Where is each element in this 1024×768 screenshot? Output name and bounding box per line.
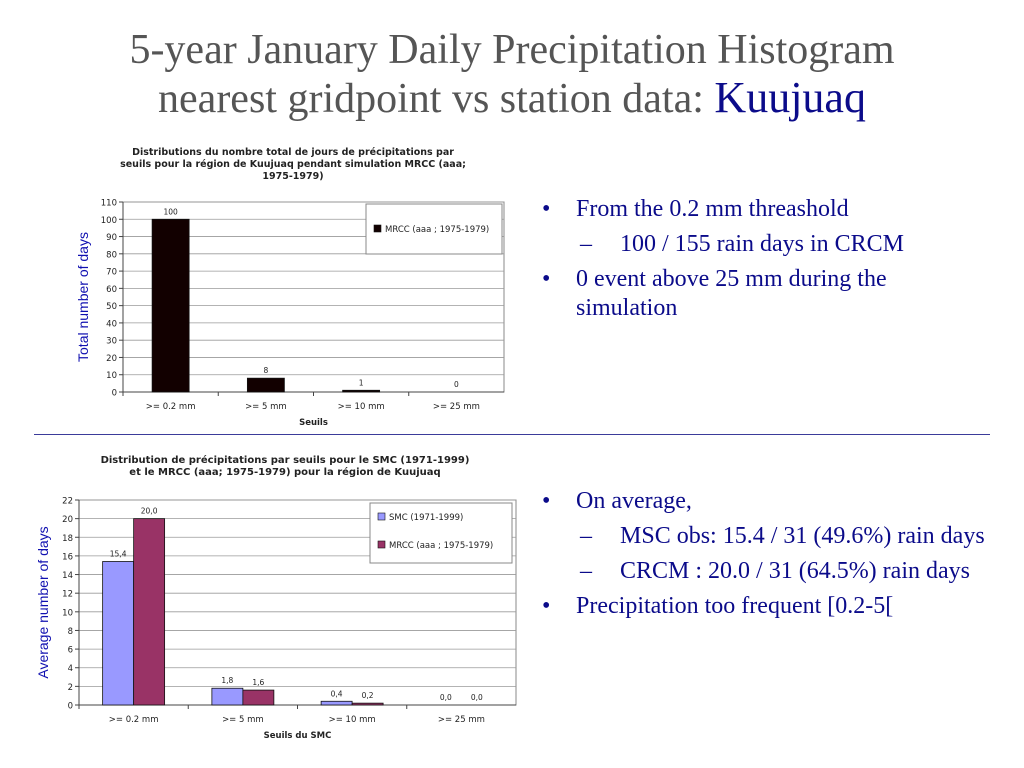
y-tick-label: 18 bbox=[62, 533, 73, 544]
bullets_bottom-item: – CRCM : 20.0 / 31 (64.5%) rain days bbox=[536, 557, 996, 586]
bullets_top-item: – 100 / 155 rain days in CRCM bbox=[536, 230, 976, 259]
y-tick-label: 2 bbox=[67, 682, 73, 693]
y-tick-label: 22 bbox=[62, 496, 73, 507]
title-line-1: 5-year January Daily Precipitation Histogram bbox=[129, 27, 895, 73]
chart-title-line: et le MRCC (aaa; 1975-1979) pour la région de Kuujuaq bbox=[129, 467, 441, 478]
legend-label: MRCC (aaa ; 1975-1979) bbox=[385, 225, 490, 235]
bullets_bottom-item: • Precipitation too frequent [0.2-5[ bbox=[536, 592, 996, 621]
bullets-top-list bbox=[536, 195, 976, 323]
title-line-2-text: nearest gridpoint vs station data: bbox=[158, 76, 715, 122]
chart-title-line: Distributions du nombre total de jours de précipitations par bbox=[132, 147, 454, 158]
x-tick-label: >= 25 mm bbox=[437, 715, 485, 725]
x-axis-title: Seuils bbox=[299, 418, 328, 428]
x-tick-label: >= 25 mm bbox=[432, 402, 480, 412]
y-tick-label: 0 bbox=[67, 701, 73, 712]
bullets-bottom bbox=[536, 487, 996, 627]
y-tick-label: 10 bbox=[106, 371, 117, 382]
y-axis-title: Average number of days bbox=[35, 526, 51, 679]
legend-label: SMC (1971-1999) bbox=[389, 513, 464, 523]
y-tick-label: 50 bbox=[106, 302, 117, 313]
section-divider bbox=[34, 434, 990, 435]
data-label: 1,8 bbox=[221, 676, 234, 686]
title-place: Kuujuaq bbox=[714, 73, 866, 122]
y-tick-label: 6 bbox=[67, 645, 73, 656]
y-axis-title: Total number of days bbox=[75, 232, 91, 362]
y-tick-label: 60 bbox=[106, 284, 117, 295]
y-tick-label: 30 bbox=[106, 336, 117, 347]
y-tick-label: 14 bbox=[62, 571, 73, 582]
x-axis-title: Seuils du SMC bbox=[263, 731, 332, 741]
chart-title-line: Distribution de précipitations par seuils pour le SMC (1971-1999) bbox=[100, 455, 470, 466]
y-tick-label: 0 bbox=[111, 388, 117, 399]
y-tick-label: 90 bbox=[106, 233, 117, 244]
y-tick-label: 40 bbox=[106, 319, 117, 330]
y-tick-label: 16 bbox=[62, 552, 73, 563]
x-tick-label: >= 5 mm bbox=[245, 402, 287, 412]
y-tick-label: 20 bbox=[106, 353, 117, 364]
bar bbox=[321, 701, 352, 705]
x-tick-label: >= 5 mm bbox=[222, 715, 264, 725]
bar bbox=[134, 519, 165, 705]
chart-title-line: seuils pour la région de Kuujuaq pendant simulation MRCC (aaa; bbox=[120, 159, 466, 170]
bullets_bottom-item: • On average, bbox=[536, 487, 996, 516]
bar bbox=[212, 688, 243, 705]
data-label: 0,0 bbox=[439, 693, 452, 702]
legend-swatch bbox=[378, 513, 385, 520]
bullets-bottom-list bbox=[536, 487, 996, 621]
data-label: 0 bbox=[453, 380, 459, 389]
data-label: 15,4 bbox=[109, 549, 127, 559]
data-label: 20,0 bbox=[140, 506, 158, 516]
bullets_top-item: • 0 event above 25 mm during the simulation bbox=[536, 265, 976, 323]
x-tick-label: >= 0.2 mm bbox=[108, 715, 159, 725]
y-tick-label: 12 bbox=[62, 589, 73, 600]
data-label: 100 bbox=[163, 207, 178, 217]
data-label: 0,2 bbox=[361, 691, 374, 701]
y-tick-label: 20 bbox=[62, 515, 73, 526]
bar bbox=[243, 690, 274, 705]
legend-swatch bbox=[378, 541, 385, 548]
y-tick-label: 8 bbox=[67, 626, 73, 637]
x-tick-label: >= 10 mm bbox=[328, 715, 376, 725]
y-tick-label: 110 bbox=[100, 198, 117, 209]
bullets_bottom-item: – MSC obs: 15.4 / 31 (49.6%) rain days bbox=[536, 522, 996, 551]
y-tick-label: 100 bbox=[100, 215, 117, 226]
data-label: 0,0 bbox=[470, 693, 483, 702]
x-tick-label: >= 0.2 mm bbox=[145, 402, 196, 412]
x-tick-label: >= 10 mm bbox=[337, 402, 385, 412]
data-label: 1 bbox=[358, 378, 364, 388]
data-label: 0,4 bbox=[330, 689, 343, 699]
bar bbox=[352, 703, 383, 705]
bar bbox=[103, 562, 134, 706]
data-label: 1,6 bbox=[252, 678, 265, 688]
y-tick-label: 10 bbox=[62, 608, 73, 619]
legend-box bbox=[370, 503, 512, 563]
y-tick-label: 80 bbox=[106, 250, 117, 261]
legend-label: MRCC (aaa ; 1975-1979) bbox=[389, 541, 494, 551]
chart-title-line: 1975-1979) bbox=[262, 171, 324, 182]
bullets_top-item: • From the 0.2 mm threashold bbox=[536, 195, 976, 224]
bullets-top bbox=[536, 195, 976, 329]
data-label: 8 bbox=[263, 366, 269, 376]
y-tick-label: 4 bbox=[67, 664, 73, 675]
y-tick-label: 70 bbox=[106, 267, 117, 278]
